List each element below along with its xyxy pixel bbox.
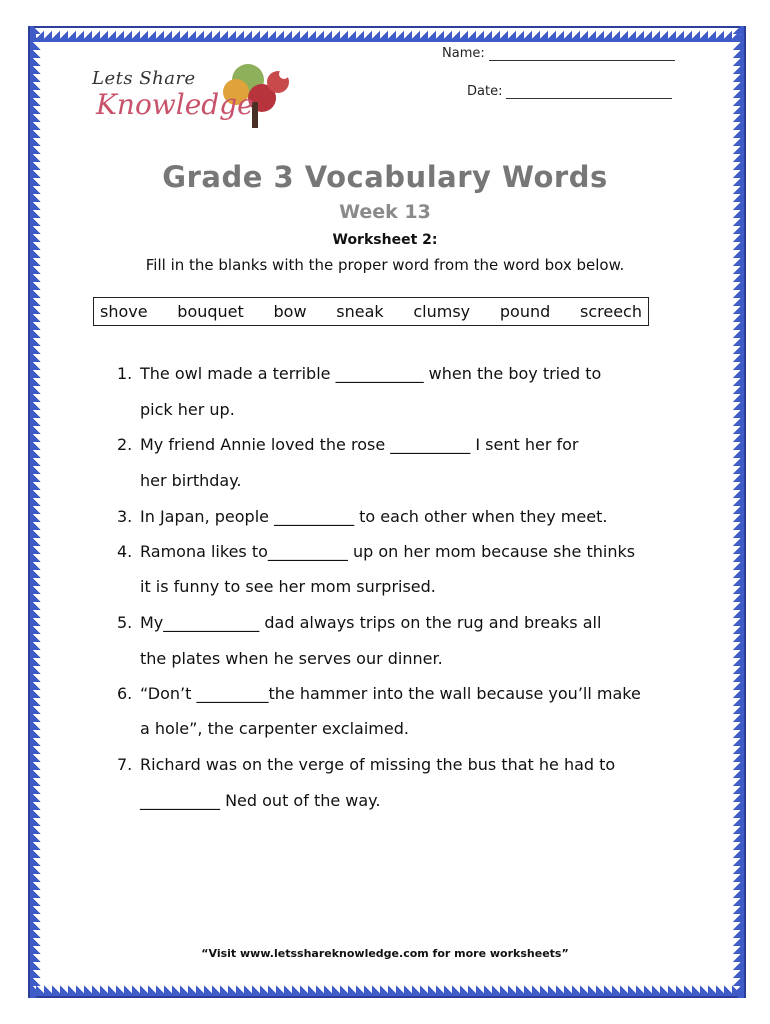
name-field <box>442 46 675 61</box>
question-text: My friend Annie loved the rose __________ I sent her for <box>140 435 579 454</box>
question-6-continuation: a hole”, the carpenter exclaimed. <box>140 719 409 738</box>
question-text: In Japan, people __________ to each other when they meet. <box>140 507 608 526</box>
word-box-item: pound <box>499 302 551 321</box>
question-7-continuation: __________ Ned out of the way. <box>140 791 381 810</box>
question-6 <box>117 684 641 704</box>
word-box-item: screech <box>579 302 642 321</box>
worksheet-heading: Worksheet 2: <box>332 232 438 248</box>
lets-share-knowledge-logo <box>88 58 308 138</box>
question-number: 3. <box>117 507 133 526</box>
question-4-continuation: it is funny to see her mom surprised. <box>140 577 436 596</box>
question-1-continuation: pick her up. <box>140 400 235 419</box>
logo-text-knowledge: Knowledge <box>96 88 254 121</box>
word-box-item: clumsy <box>413 302 471 321</box>
question-text: Ramona likes to__________ up on her mom because she thinks <box>140 542 636 561</box>
question-text: “Don’t _________the hammer into the wall because you’ll make <box>140 684 641 703</box>
decorative-border-bottom <box>28 982 744 998</box>
question-2 <box>117 435 578 455</box>
footer-note: “Visit www.letsshareknowledge.com for more worksheets” <box>201 947 569 960</box>
word-box-item: bouquet <box>177 302 244 321</box>
word-box-item: bow <box>273 302 307 321</box>
name-label: Name: <box>442 46 485 61</box>
question-4 <box>117 542 635 562</box>
date-label: Date: <box>467 84 503 99</box>
logo-text-lets-share: Lets Share <box>92 68 196 89</box>
question-number: 2. <box>117 435 133 454</box>
decorative-border-top <box>28 26 744 42</box>
question-text: My____________ dad always trips on the rug and breaks all <box>140 613 602 632</box>
name-blank-line[interactable] <box>489 60 675 61</box>
question-5-continuation: the plates when he serves our dinner. <box>140 649 443 668</box>
question-5 <box>117 613 601 633</box>
question-number: 7. <box>117 755 133 774</box>
question-number: 4. <box>117 542 133 561</box>
word-box <box>93 297 649 326</box>
instructions: Fill in the blanks with the proper word from the word box below. <box>145 256 625 274</box>
question-2-continuation: her birthday. <box>140 471 242 490</box>
question-3 <box>117 507 607 527</box>
question-text: Richard was on the verge of missing the bus that he had to <box>140 755 616 774</box>
question-1 <box>117 364 601 384</box>
word-box-item: shove <box>100 302 148 321</box>
word-box-item: sneak <box>336 302 384 321</box>
question-text: The owl made a terrible ___________ when the boy tried to <box>140 364 602 383</box>
question-7 <box>117 755 615 775</box>
page-title: Grade 3 Vocabulary Words <box>162 160 608 194</box>
date-field <box>467 84 672 99</box>
week-subtitle: Week 13 <box>339 201 431 223</box>
question-number: 1. <box>117 364 133 383</box>
question-number: 6. <box>117 684 133 703</box>
question-number: 5. <box>117 613 133 632</box>
date-blank-line[interactable] <box>506 98 672 99</box>
